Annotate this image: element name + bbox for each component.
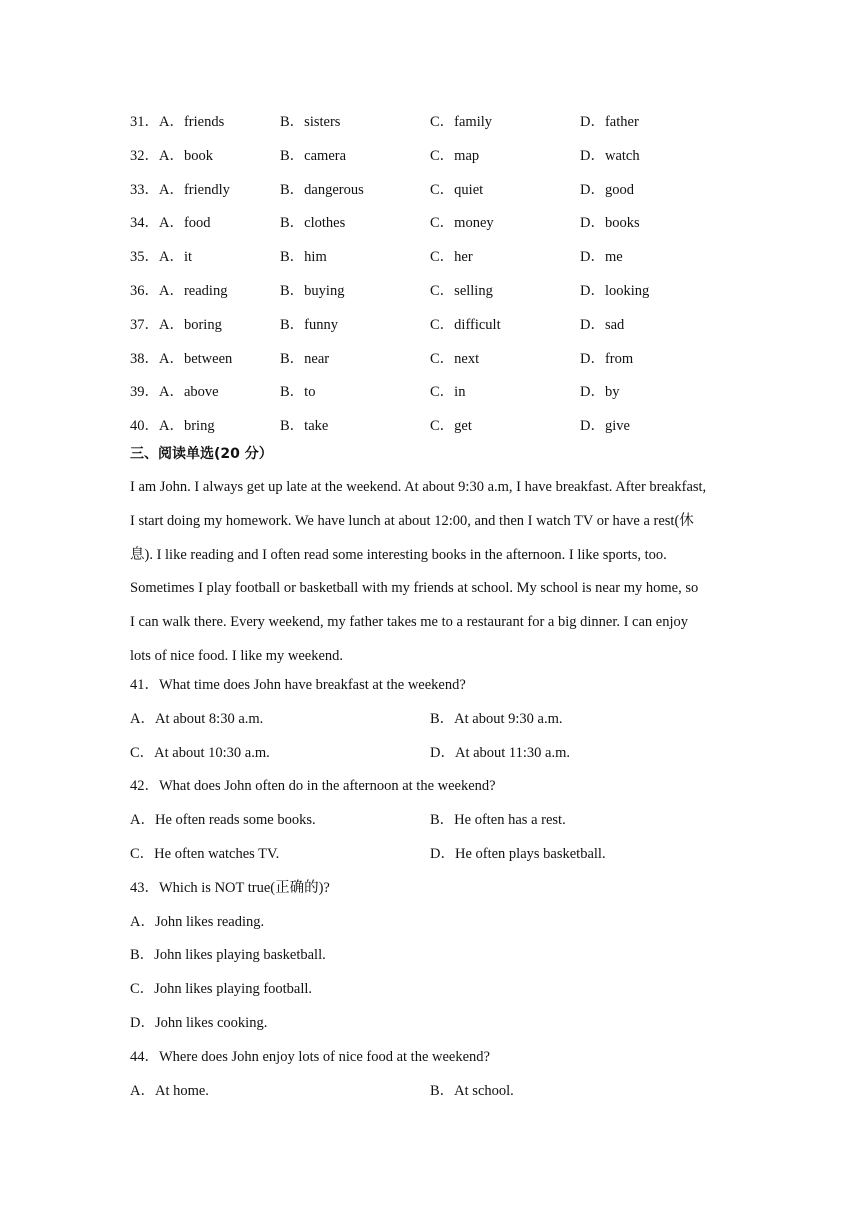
option-43-c: C．John likes playing football.	[130, 981, 313, 998]
option-34-d: D．books	[580, 215, 640, 232]
option-31-c: C．family	[430, 114, 493, 130]
option-40-d: D．give	[580, 418, 630, 435]
option-44-a: A．At home.	[130, 1082, 209, 1099]
section-heading: 三、阅读单选(20 分）	[130, 446, 273, 462]
option-31-b: B．sisters	[280, 114, 341, 130]
question-41-stem: 41．What time does John have breakfast at the weekend?	[130, 677, 466, 693]
option-42-c: C．He often watches TV.	[130, 845, 280, 862]
cloze-row-32	[130, 146, 750, 180]
option-35-c: C．her	[430, 249, 473, 266]
option-38-c: C．next	[430, 350, 480, 367]
option-38-b: B．near	[280, 350, 330, 367]
option-32-d: D．watch	[580, 147, 640, 164]
question-43-option-d	[130, 1013, 750, 1047]
cloze-options	[130, 112, 750, 450]
option-34-b: B．clothes	[280, 215, 346, 232]
option-35-d: D．me	[580, 249, 623, 266]
option-39-a: 39．A．above	[130, 384, 219, 401]
option-34-a: 34．A．food	[130, 215, 211, 232]
passage-line: I start doing my homework. We have lunch at about 12:00, and then I watch TV or have a rest(休	[130, 512, 694, 529]
option-36-c: C．selling	[430, 282, 493, 299]
option-36-d: D．looking	[580, 282, 650, 299]
option-38-d: D．from	[580, 350, 634, 367]
question-43-option-a	[130, 912, 750, 946]
question-42-options-row-1	[130, 810, 750, 844]
reading-passage	[130, 471, 740, 674]
cloze-row-36	[130, 281, 750, 315]
option-35-a: 35．A．it	[130, 249, 193, 266]
passage-line: 息). I like reading and I often read some interesting books in the afternoon. I like sports, too.	[130, 546, 667, 563]
question-43-option-c	[130, 979, 750, 1013]
passage-line: lots of nice food. I like my weekend.	[130, 647, 344, 664]
cloze-row-33	[130, 180, 750, 214]
cloze-row-37	[130, 315, 750, 349]
option-32-c: C．map	[430, 147, 480, 164]
option-39-d: D．by	[580, 384, 620, 401]
question-43-option-b	[130, 945, 750, 979]
option-35-b: B．him	[280, 249, 327, 266]
option-33-a: 33．A．friendly	[130, 181, 230, 198]
question-42-options-row-2	[130, 844, 750, 878]
option-37-c: C．difficult	[430, 316, 501, 333]
option-36-a: 36．A．reading	[130, 282, 228, 299]
question-41-options-row-1	[130, 709, 750, 743]
option-33-b: B．dangerous	[280, 181, 364, 198]
option-44-b: B．At school.	[430, 1082, 514, 1099]
option-32-a: 32．A．book	[130, 147, 213, 164]
option-40-c: C．get	[430, 418, 472, 435]
passage-line: Sometimes I play football or basketball with my friends at school. My school is near my home, so	[130, 580, 699, 597]
option-41-b: B．At about 9:30 a.m.	[430, 710, 563, 727]
reading-questions	[130, 675, 750, 1114]
question-42-stem: 42．What does John often do in the afternoon at the weekend?	[130, 778, 496, 795]
option-33-d: D．good	[580, 181, 634, 198]
option-37-b: B．funny	[280, 316, 338, 333]
option-31-d: D．father	[580, 114, 639, 130]
option-32-b: B．camera	[280, 147, 347, 164]
option-37-a: 37．A．boring	[130, 316, 222, 333]
option-41-a: A．At about 8:30 a.m.	[130, 710, 264, 727]
passage-line: I can walk there. Every weekend, my father takes me to a restaurant for a big dinner. I can enjoy	[130, 614, 689, 631]
cloze-row-38	[130, 349, 750, 383]
option-43-b: B．John likes playing basketball.	[130, 947, 326, 964]
option-34-c: C．money	[430, 215, 494, 232]
option-36-b: B．buying	[280, 282, 345, 299]
option-31-a: 31．A．friends	[130, 114, 225, 130]
cloze-row-39	[130, 382, 750, 416]
question-44-options-row-1	[130, 1081, 750, 1115]
option-39-c: C．in	[430, 384, 466, 401]
option-39-b: B．to	[280, 384, 316, 401]
passage-line: I am John. I always get up late at the weekend. At about 9:30 a.m, I have breakfast. After breakfast,	[130, 479, 707, 495]
option-42-a: A．He often reads some books.	[130, 812, 316, 829]
option-43-d: D．John likes cooking.	[130, 1014, 268, 1031]
question-41-options-row-2	[130, 743, 750, 777]
option-41-d: D．At about 11:30 a.m.	[430, 744, 571, 761]
option-42-d: D．He often plays basketball.	[430, 845, 606, 862]
option-41-c: C．At about 10:30 a.m.	[130, 744, 270, 761]
option-37-d: D．sad	[580, 316, 625, 333]
option-42-b: B．He often has a rest.	[430, 812, 566, 829]
question-43-stem: 43．Which is NOT true(正确的)?	[130, 879, 330, 896]
cloze-row-35	[130, 247, 750, 281]
option-38-a: 38．A．between	[130, 350, 233, 367]
option-40-b: B．take	[280, 418, 329, 435]
option-33-c: C．quiet	[430, 181, 484, 198]
cloze-row-34	[130, 213, 750, 247]
question-44-stem: 44．Where does John enjoy lots of nice food at the weekend?	[130, 1048, 490, 1065]
cloze-row-31	[130, 112, 750, 146]
option-40-a: 40．A．bring	[130, 418, 215, 435]
option-43-a: A．John likes reading.	[130, 913, 265, 930]
